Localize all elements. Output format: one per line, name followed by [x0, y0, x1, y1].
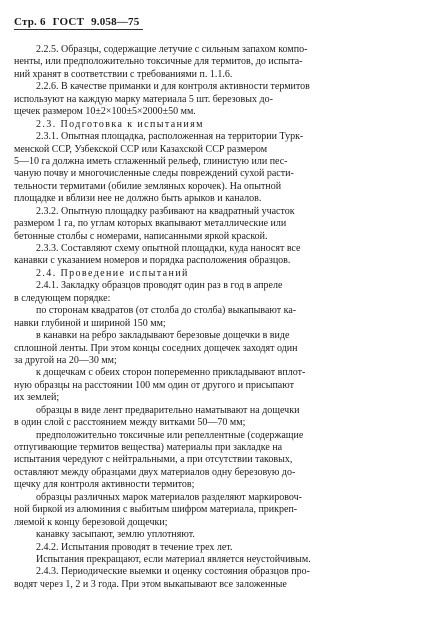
text-line: чаную почву и многочисленные следы повреждений сухой расти-	[14, 168, 294, 180]
text-line: ляемой к концу березовой дощечки;	[14, 516, 168, 528]
text-line: сплошной ленты. При этом концы соседних дощечек заходят один	[14, 342, 298, 354]
text-line: Испытания прекращают, если материал является неустойчивым.	[36, 553, 311, 565]
text-line: 2.3.1. Опытная площадка, расположенная на территории Турк-	[36, 131, 304, 143]
text-line: образцы различных марок материалов разделяют маркировоч-	[36, 491, 302, 503]
text-line: водят через 1, 2 и 3 года. При этом выкапывают все заложенные	[14, 578, 287, 590]
text-line: по сторонам квадратов (от столба до столба) выкапывают ка-	[36, 305, 297, 317]
page-number: Стр. 6	[14, 16, 46, 28]
text-line: ную образцы на расстоянии 100 мм один от другого и присыпают	[14, 379, 294, 391]
text-line: 2.2.6. В качестве приманки и для контроля активности термитов	[36, 81, 310, 93]
text-line: 2.4.2. Испытания проводят в течение трех лет.	[36, 541, 233, 553]
text-line: ненты, или предположительно токсичные для термитов, до испыта-	[14, 56, 303, 68]
standard-label: ГОСТ	[52, 16, 85, 28]
text-line: отпугивающие термитов вещества) материалы при закладке на	[14, 442, 283, 453]
text-line: в канавки на ребро закладывают березовые дощечки в виде	[36, 330, 290, 342]
text-line: навки глубиной и шириной 150 мм;	[14, 317, 166, 329]
text-line: канавку засыпают, землю уплотняют.	[36, 529, 195, 541]
standard-number: 9.058—75	[91, 16, 140, 28]
text-line: оставляют между образцами двух материалов одну березовую до-	[14, 466, 296, 478]
text-line: в один слой с расстоянием между витками 50—70 мм;	[14, 417, 246, 429]
text-line: к дощечкам с обеих сторон попеременно прикладывают вплот-	[36, 367, 306, 379]
document-body	[14, 44, 422, 591]
text-line: 2.3.3. Составляют схему опытной площадки, куда наносят все	[36, 243, 301, 254]
text-line: размером 1 га, по углам которых вкапывают металлические или	[14, 218, 287, 230]
text-line: щечек размером 10±2×100±5×2000±50 мм.	[14, 106, 196, 118]
text-line: 2.2.5. Образцы, содержащие летучие с сильным запахом компо-	[36, 44, 308, 55]
section-heading: 2.3. Подготовка к испытаниям	[36, 118, 204, 130]
text-line: в следующем порядке:	[14, 292, 111, 304]
text-line: предположительно токсичные или репеллентные (содержащие	[36, 429, 304, 441]
text-line: площадке и вблизи нее не должно быть арыков и каналов.	[14, 193, 262, 205]
text-line: 2.4.3. Периодические выемки и оценку состояния образцов про-	[36, 566, 310, 578]
text-line: за другой на 20—30 мм;	[14, 354, 117, 366]
text-line: 5—10 га должна иметь сглаженный рельеф, глинистую или пес-	[14, 155, 288, 167]
text-line: канавки с указанием номеров и порядка расположения образцов.	[14, 255, 291, 267]
text-line: щечку для контроля активности термитов;	[14, 479, 195, 491]
text-line: используют на каждую марку материала 5 шт. березовых до-	[14, 93, 273, 105]
text-line: менской ССР, Узбекской ССР или Казахской ССР размером	[14, 143, 268, 155]
text-line: их землей;	[14, 392, 60, 404]
text-line: бетонные столбы с номерами, написанными яркой краской.	[14, 230, 268, 242]
text-line: испытания чередуют с нейтральными, а при отсутствии таковых,	[14, 454, 293, 466]
page-header	[14, 16, 143, 30]
text-line: образцы в виде лент предварительно наматывают на дощечки	[36, 404, 300, 416]
text-line: 2.4.1. Закладку образцов проводят один раз в год в апреле	[36, 280, 283, 292]
text-line: ний хранят в соответствии с требованиями п. 1.1.6.	[14, 68, 233, 80]
text-line: тельности термитами (обилие земляных корочек). На опытной	[14, 180, 282, 192]
section-heading: 2.4. Проведение испытаний	[36, 267, 189, 279]
text-line: 2.3.2. Опытную площадку разбивают на квадратный участок	[36, 205, 295, 217]
text-line: ной биркой из алюминия с выбитым шифром материала, прикреп-	[14, 504, 298, 516]
